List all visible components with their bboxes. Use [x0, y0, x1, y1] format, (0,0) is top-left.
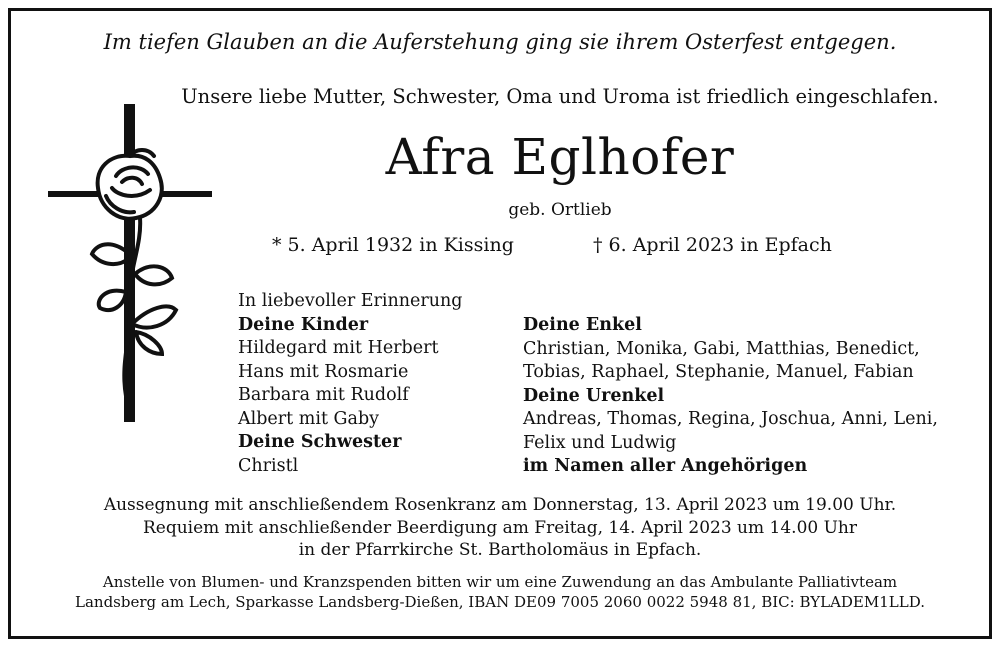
sister-line: Christl: [238, 455, 299, 476]
great-grandchildren-line: Andreas, Thomas, Regina, Joschua, Anni, Leni,: [523, 409, 938, 429]
service-details: [0, 494, 1000, 562]
cross-with-rose-icon: [40, 96, 220, 426]
child-line: Albert mit Gaby: [238, 408, 380, 429]
service-line: Aussegnung mit anschließendem Rosenkranz am Donnerstag, 13. April 2023 um 19.00 Uhr.: [103, 495, 897, 515]
closing-line: im Namen aller Angehörigen: [523, 456, 808, 476]
intro-line: Unsere liebe Mutter, Schwester, Oma und Uroma ist friedlich eingeschlafen.: [181, 85, 939, 108]
maiden-name: geb. Ortlieb: [508, 200, 612, 220]
death-date: † 6. April 2023 in Epfach: [593, 234, 832, 256]
sister-heading: Deine Schwester: [238, 432, 402, 452]
grandchildren-heading: Deine Enkel: [523, 315, 642, 335]
great-grandchildren-line: Felix und Ludwig: [523, 432, 677, 453]
child-line: Hildegard mit Herbert: [238, 338, 439, 358]
donation-details: [0, 573, 1000, 612]
service-line: Requiem mit anschließender Beerdigung am Freitag, 14. April 2023 um 14.00 Uhr: [142, 517, 858, 538]
grandchildren-line: Tobias, Raphael, Stephanie, Manuel, Fabian: [523, 362, 914, 382]
birth-date: * 5. April 1932 in Kissing: [272, 234, 514, 256]
grandchildren-line: Christian, Monika, Gabi, Matthias, Benedict,: [523, 338, 920, 359]
child-line: Hans mit Rosmarie: [238, 361, 409, 382]
memory-intro: In liebevoller Erinnerung: [238, 291, 463, 311]
child-line: Barbara mit Rudolf: [238, 385, 409, 405]
motto-line: Im tiefen Glauben an die Auferstehung ging sie ihrem Osterfest entgegen.: [103, 30, 897, 54]
great-grandchildren-heading: Deine Urenkel: [523, 385, 665, 406]
deceased-name: Afra Eglhofer: [385, 128, 735, 186]
children-heading: Deine Kinder: [238, 314, 369, 335]
right-column: [523, 314, 938, 479]
donation-line: Landsberg am Lech, Sparkasse Landsberg-Dießen, IBAN DE09 7005 2060 0022 5948 81, BIC: BYLADEM1LLD.: [75, 592, 925, 611]
left-column: [238, 290, 463, 478]
donation-line: Anstelle von Blumen- und Kranzspenden bitten wir um eine Zuwendung an das Ambulante Palliativteam: [102, 573, 898, 591]
service-line: in der Pfarrkirche St. Bartholomäus in Epfach.: [298, 540, 702, 560]
